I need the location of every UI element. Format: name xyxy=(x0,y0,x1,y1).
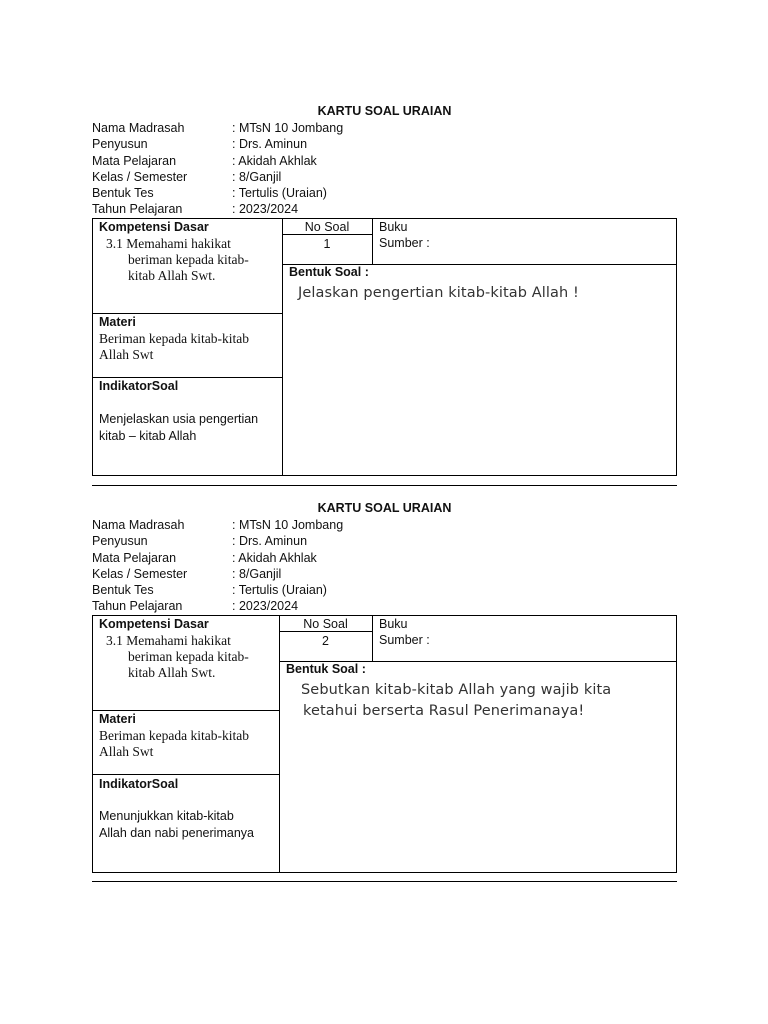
question-line: Sebutkan kitab-kitab Allah yang wajib kita xyxy=(301,682,612,698)
materi-line: Allah Swt xyxy=(99,744,154,759)
info-value: : Tertulis (Uraian) xyxy=(232,186,327,201)
info-label: Kelas / Semester xyxy=(92,169,188,184)
info-value: : Tertulis (Uraian) xyxy=(232,583,327,598)
materi-line: Beriman kepada kitab-kitab xyxy=(99,728,249,743)
indikator-line: kitab – kitab Allah xyxy=(99,428,197,443)
card-title: KARTU SOAL URAIAN xyxy=(317,104,452,118)
info-kelas-semester xyxy=(92,566,492,582)
kompetensi-dasar-text xyxy=(106,633,249,681)
info-label: Mata Pelajaran xyxy=(92,550,177,565)
row-divider xyxy=(279,631,372,632)
no-soal-value: 2 xyxy=(322,634,329,648)
info-label: Bentuk Tes xyxy=(92,186,154,201)
materi-label: Materi xyxy=(99,315,136,329)
column-divider xyxy=(372,219,373,264)
row-divider xyxy=(93,377,282,378)
indikator-soal-text xyxy=(99,808,254,841)
question-text xyxy=(298,283,579,304)
question-line: Jelaskan pengertian kitab-kitab Allah ! xyxy=(298,285,579,301)
sumber-label: Sumber : xyxy=(379,236,430,250)
info-kelas-semester xyxy=(92,169,492,185)
info-value: : MTsN 10 Jombang xyxy=(232,121,344,135)
kd-line: beriman kepada kitab- xyxy=(128,649,249,664)
kompetensi-dasar-label: Kompetensi Dasar xyxy=(99,220,209,234)
info-tahun-pelajaran xyxy=(92,598,492,614)
info-value: : MTsN 10 Jombang xyxy=(232,518,344,532)
materi-line: Allah Swt xyxy=(99,347,154,362)
info-value: : 2023/2024 xyxy=(232,599,299,614)
info-value: : Akidah Akhlak xyxy=(232,550,317,565)
info-mata-pelajaran xyxy=(92,550,492,566)
info-label: Mata Pelajaran xyxy=(92,153,177,168)
no-soal-label: No Soal xyxy=(303,617,348,631)
indikator-line: Allah dan nabi penerimanya xyxy=(99,825,254,840)
info-label: Tahun Pelajaran xyxy=(92,202,183,217)
row-divider xyxy=(93,313,282,314)
kd-line: kitab Allah Swt. xyxy=(128,665,216,680)
materi-text xyxy=(99,728,249,760)
card-info xyxy=(92,517,492,615)
info-value: : 8/Ganjil xyxy=(232,169,282,184)
row-divider xyxy=(93,774,279,775)
indikator-soal-label: IndikatorSoal xyxy=(99,777,179,791)
kompetensi-dasar-text xyxy=(106,236,249,284)
info-value: : 8/Ganjil xyxy=(232,566,282,581)
question-card-2 xyxy=(92,501,677,873)
card-info xyxy=(92,120,492,218)
question-card-1 xyxy=(92,104,677,476)
bentuk-soal-label: Bentuk Soal : xyxy=(289,265,369,279)
info-value: : Akidah Akhlak xyxy=(232,153,317,168)
info-penyusun xyxy=(92,136,492,152)
row-divider xyxy=(282,234,372,235)
indikator-soal-text xyxy=(99,411,258,444)
column-divider xyxy=(282,219,283,475)
info-label: Kelas / Semester xyxy=(92,566,188,581)
kd-line: 3.1 Memahami hakikat xyxy=(106,633,231,648)
bentuk-soal-label: Bentuk Soal : xyxy=(286,662,366,676)
kd-line: beriman kepada kitab- xyxy=(128,252,249,267)
materi-label: Materi xyxy=(99,712,136,726)
kd-line: kitab Allah Swt. xyxy=(128,268,216,283)
sumber-label: Sumber : xyxy=(379,633,430,647)
no-soal-value: 1 xyxy=(323,237,331,251)
kd-line: 3.1 Memahami hakikat xyxy=(106,236,231,251)
info-penyusun xyxy=(92,533,492,549)
info-bentuk-tes xyxy=(92,185,492,201)
materi-line: Beriman kepada kitab-kitab xyxy=(99,331,249,346)
column-divider xyxy=(279,616,280,872)
info-label: Penyusun xyxy=(92,137,148,152)
card-title: KARTU SOAL URAIAN xyxy=(317,501,452,515)
buku-label: Buku xyxy=(379,220,408,234)
question-table xyxy=(92,218,677,476)
no-soal-label: No Soal xyxy=(304,220,350,234)
info-value: : Drs. Aminun xyxy=(232,534,308,549)
info-label: Nama Madrasah xyxy=(92,121,185,135)
indikator-line: Menunjukkan kitab-kitab xyxy=(99,809,234,823)
info-value: : Drs. Aminun xyxy=(232,137,308,152)
card-separator xyxy=(92,881,677,882)
info-label: Nama Madrasah xyxy=(92,518,185,532)
row-divider xyxy=(93,710,279,711)
indikator-soal-label: IndikatorSoal xyxy=(99,379,179,393)
info-mata-pelajaran xyxy=(92,153,492,169)
question-text xyxy=(301,680,611,722)
info-label: Bentuk Tes xyxy=(92,583,154,598)
info-value: : 2023/2024 xyxy=(232,202,299,217)
info-nama-madrasah xyxy=(92,120,492,136)
buku-label: Buku xyxy=(379,617,408,631)
info-tahun-pelajaran xyxy=(92,201,492,217)
info-nama-madrasah xyxy=(92,517,492,533)
indikator-line: Menjelaskan usia pengertian xyxy=(99,412,259,426)
column-divider xyxy=(372,616,373,661)
question-table xyxy=(92,615,677,873)
info-label: Penyusun xyxy=(92,534,148,549)
question-line: ketahui berserta Rasul Penerimanaya! xyxy=(303,703,585,719)
materi-text xyxy=(99,331,249,363)
kompetensi-dasar-label: Kompetensi Dasar xyxy=(99,617,209,631)
card-separator xyxy=(92,485,677,486)
info-bentuk-tes xyxy=(92,582,492,598)
info-label: Tahun Pelajaran xyxy=(92,599,183,614)
